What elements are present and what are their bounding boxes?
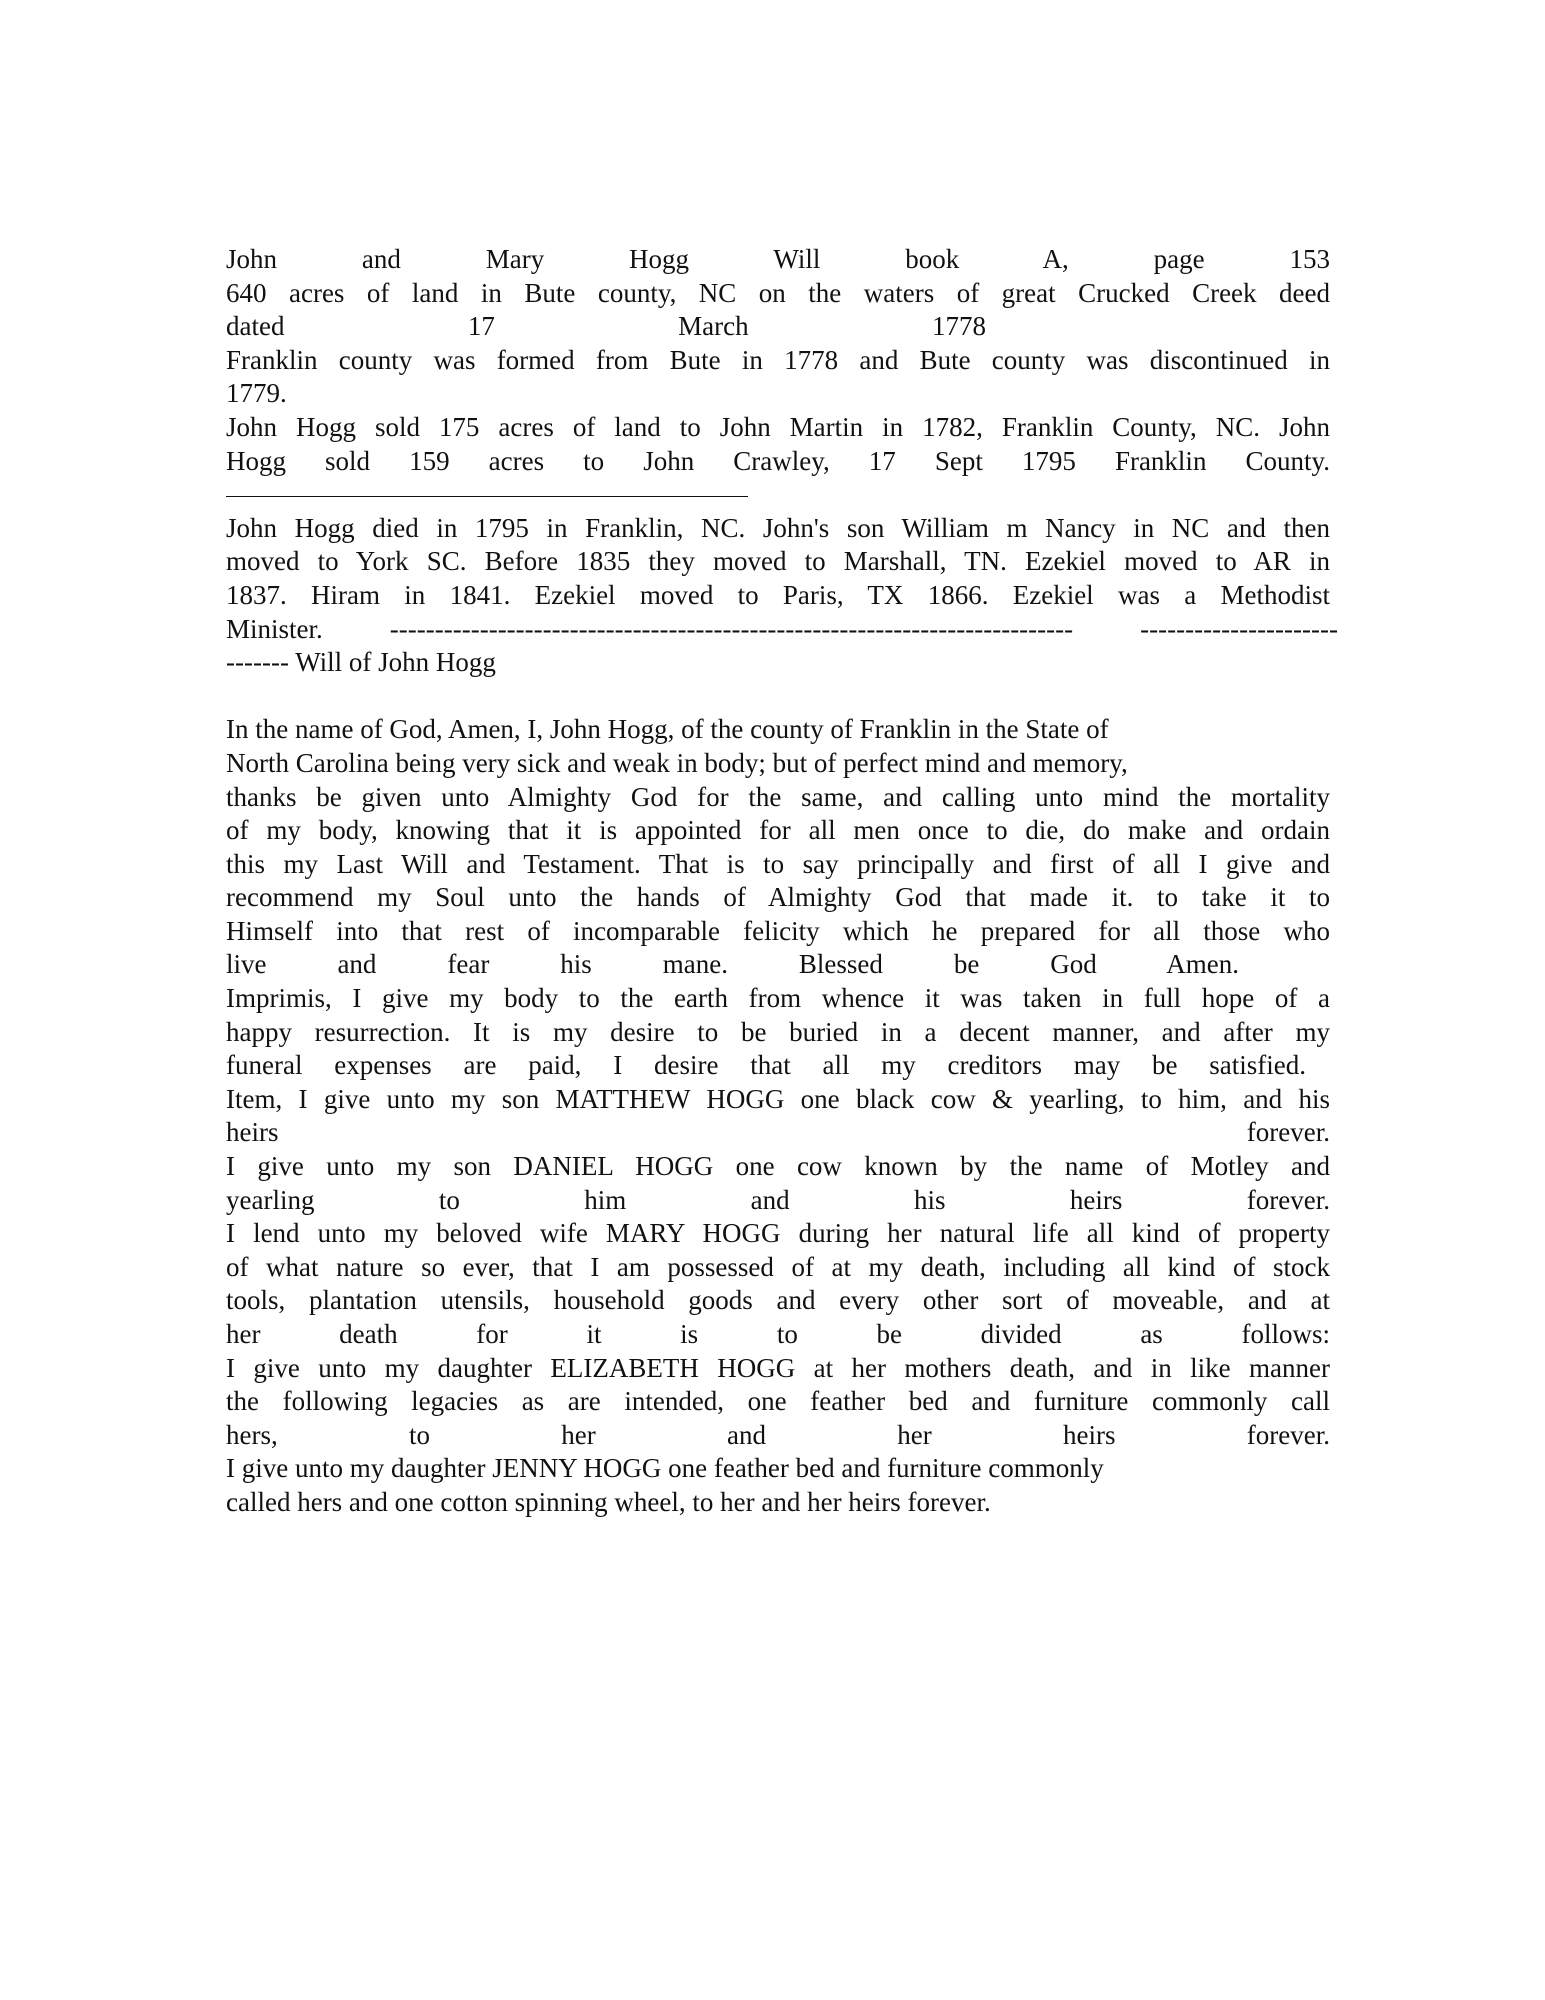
text-line: I lend unto my beloved wife MARY HOGG during her natural life all kind of property <box>226 1218 1330 1249</box>
text-line: 640 acres of land in Bute county, NC on the waters of great Crucked Creek deed <box>226 277 1330 308</box>
text-line: John Hogg died in 1795 in Franklin, NC. John's son William m Nancy in NC and then <box>226 512 1330 543</box>
text-line: North Carolina being very sick and weak in body; but of perfect mind and memory, <box>226 747 1128 778</box>
text-line: I give unto my daughter ELIZABETH HOGG at her mothers death, and in like manner <box>226 1352 1330 1383</box>
text-line: her death for it is to be divided as follows: <box>226 1319 1330 1349</box>
text-line: heirs forever. <box>226 1117 1330 1148</box>
text-line: tools, plantation utensils, household goods and every other sort of moveable, and at <box>226 1285 1330 1316</box>
text-line: 1837. Hiram in 1841. Ezekiel moved to Paris, TX 1866. Ezekiel was a Methodist <box>226 579 1330 610</box>
text-line: the following legacies as are intended, one feather bed and furniture commonly call <box>226 1386 1330 1417</box>
text-line: hers, to her and her heirs forever. <box>226 1419 1330 1450</box>
text-line: Himself into that rest of incomparable felicity which he prepared for all those who <box>226 915 1330 946</box>
text-line: called hers and one cotton spinning wheel, to her and her heirs forever. <box>226 1486 991 1517</box>
text-line: of what nature so ever, that I am possessed of at my death, including all kind of stock <box>226 1251 1330 1282</box>
text-line: ------- Will of John Hogg <box>226 647 496 678</box>
separator-rule <box>226 478 1330 512</box>
text-line: recommend my Soul unto the hands of Almighty God that made it. to take it to <box>226 882 1330 913</box>
text-line: Imprimis, I give my body to the earth from whence it was taken in full hope of a <box>226 983 1330 1014</box>
text-line: 1779. <box>226 378 287 409</box>
text-line: Item, I give unto my son MATTHEW HOGG one black cow & yearling, to him, and his <box>226 1083 1330 1114</box>
text-line: John Hogg sold 175 acres of land to John Martin in 1782, Franklin County, NC. John <box>226 411 1330 442</box>
text-line: thanks be given unto Almighty God for the same, and calling unto mind the mortality <box>226 781 1330 812</box>
text-line: funeral expenses are paid, I desire that all my creditors may be satisfied. <box>226 1050 1306 1081</box>
text-line: this my Last Will and Testament. That is to say principally and first of all I give and <box>226 848 1330 879</box>
text-line: I give unto my daughter JENNY HOGG one feather bed and furniture commonly <box>226 1453 1104 1484</box>
text-line: moved to York SC. Before 1835 they moved to Marshall, TN. Ezekiel moved to AR in <box>226 546 1330 577</box>
blank-line <box>226 680 1330 714</box>
dashed-separator-line: Minister. ---------------------------------------------------------------------------- ---------------------- <box>226 613 1338 644</box>
text-line: happy resurrection. It is my desire to be buried in a decent manner, and after my <box>226 1016 1330 1047</box>
text-line: Hogg sold 159 acres to John Crawley, 17 Sept 1795 Franklin County. <box>226 445 1330 476</box>
underline-divider <box>226 496 748 497</box>
document-body <box>226 243 1338 1520</box>
header-line: John and Mary Hogg Will book A, page 153 <box>226 244 1330 274</box>
date-line: dated 17 March 1778 <box>226 311 986 342</box>
text-line: yearling to him and his heirs forever. <box>226 1184 1330 1215</box>
text-line: In the name of God, Amen, I, John Hogg, of the county of Franklin in the State of <box>226 714 1109 745</box>
text-line: Franklin county was formed from Bute in 1778 and Bute county was discontinued in <box>226 344 1330 375</box>
text-line: I give unto my son DANIEL HOGG one cow known by the name of Motley and <box>226 1151 1330 1182</box>
text-line: of my body, knowing that it is appointed for all men once to die, do make and ordain <box>226 815 1330 846</box>
text-line: live and fear his mane. Blessed be God Amen. <box>226 949 1239 980</box>
